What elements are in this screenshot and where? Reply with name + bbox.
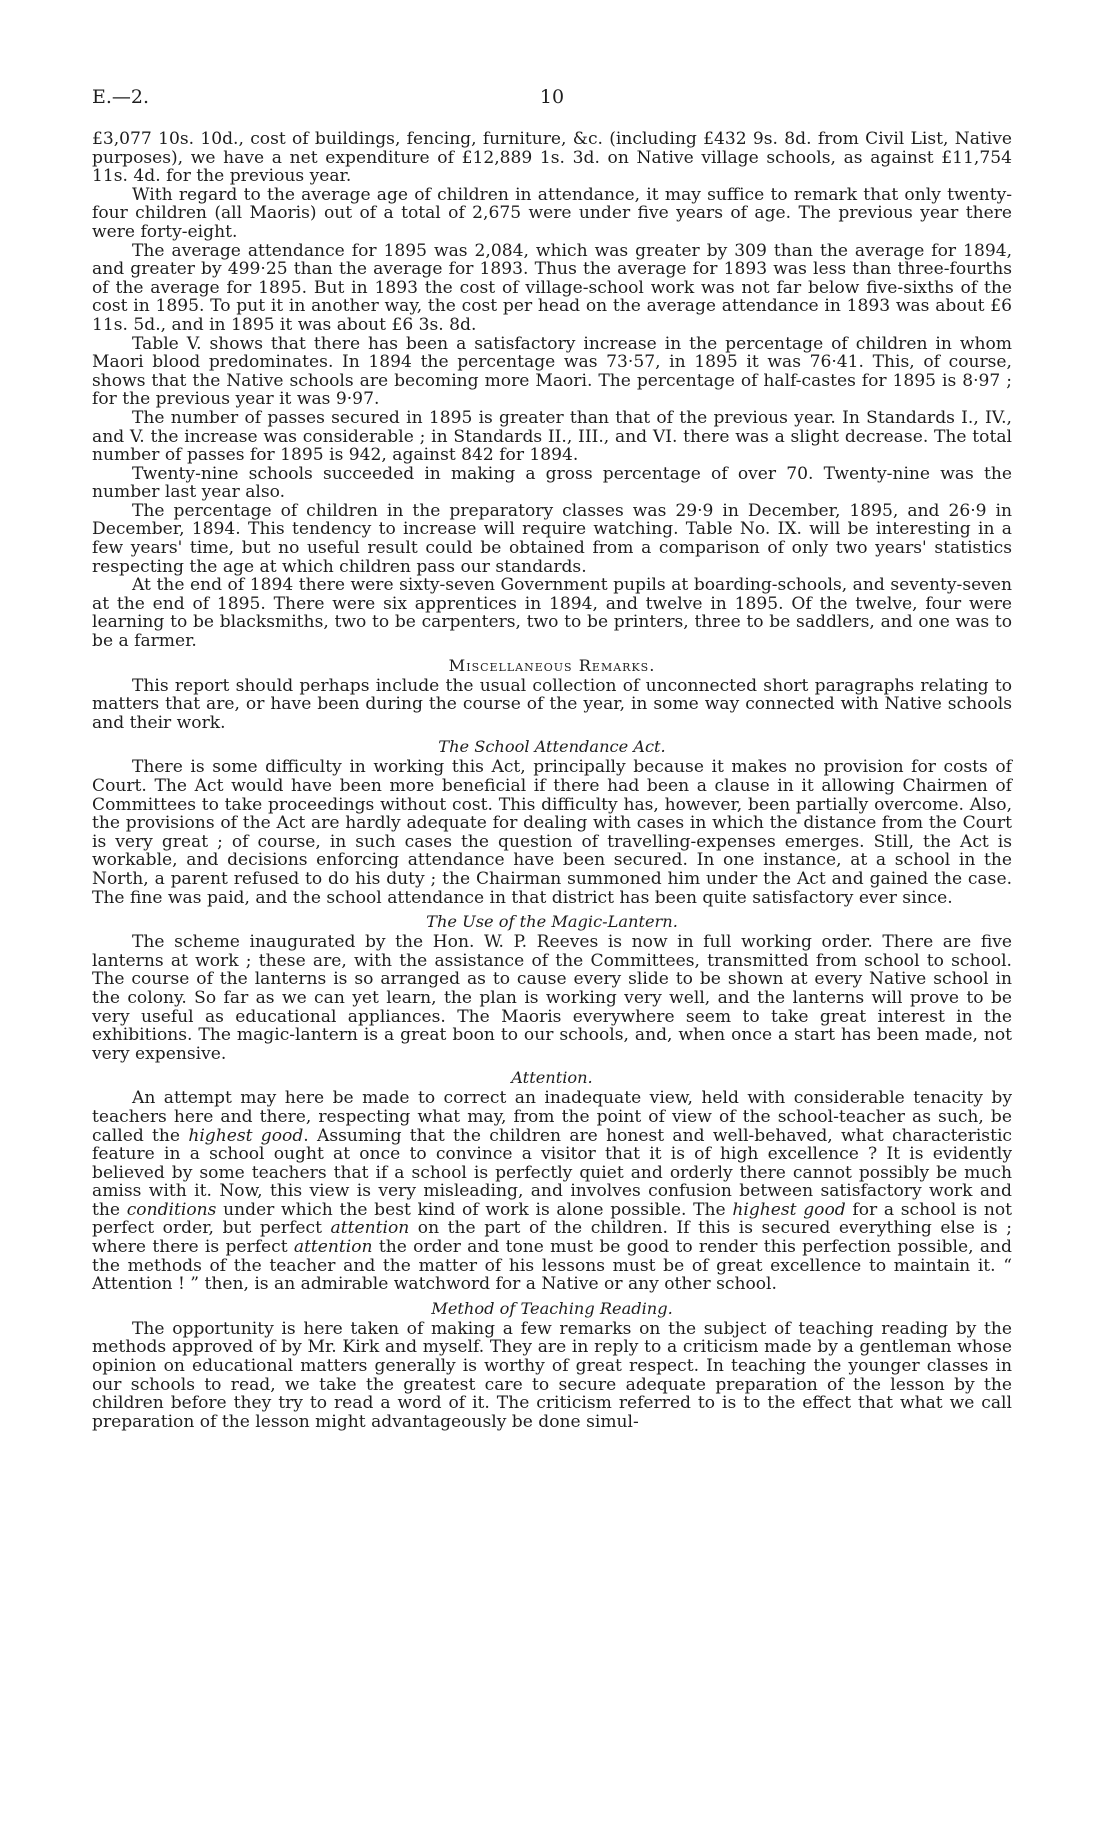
page-header [92,86,1012,116]
paragraph-attention [92,1089,1012,1294]
paragraph-school-attendance-act: There is some difficulty in working this Act, principally because it makes no provision for costs of Court. The Act would have been more beneficial if there had been a clause in it allowing Chairmen of Committees to take proceedings without cost. This difficulty has, however, been partially overcome. Also, the provisions of the Act are hardly adequate for dealing with cases in which the distance from the Court is very great ; of course, in such cases the question of travelling-expenses emerges. Still, the Act is workable, and decisions enforcing attendance have been secured. In one instance, at a school in the North, a parent refused to do his duty ; the Chairman summoned him under the Act and gained the case. The fine was paid, and the school attendance in that district has been quite satisfactory ever since. [92,757,1012,908]
heading-school-attendance-act: The School Attendance Act. [438,737,666,757]
emphasis-highest-good: highest good [732,1199,846,1220]
document-body [92,130,1012,1431]
paragraph-miscellaneous: This report should perhaps include the usual collection of unconnected short paragraphs relating to matters that are, or have been during the course of the year, in some way connected with Native schools and their work. [92,675,1012,733]
text-run: An attempt may here be made to correct an inadequate view, held with considerable tenacity by teachers here and there, respecting what may, from the point of view of the school-teacher as such, be called the [92,1088,1012,1146]
heading-teaching-reading: Method of Teaching Reading. [431,1298,673,1318]
text-run: . Assuming that the children are honest and well-behaved, what characteristic feature in a school ought at once to convince a visitor that it is of high excellence ? It is evidently believed by some teachers that if a school is perfectly quiet and orderly there cannot possibly be much amiss with it. Now, this view is very misleading, and involves confusion between satisfactory work and the [92,1125,1012,1220]
document-page [92,86,1012,1431]
text-run: under which the best kind of work is alone possible. The [216,1199,733,1220]
heading-miscellaneous-remarks: Miscellaneous Remarks. [448,655,656,675]
paragraph-average-age: With regard to the average age of children in attendance, it may suffice to remark that only twenty-four children (all Maoris) out of a total of 2,675 were under five years of age. The previous year there were forty-eight. [92,184,1012,242]
paragraph-passes: The number of passes secured in 1895 is greater than that of the previous year. In Standards I., IV., and V. the increase was considerable ; in Standards II., III., and VI. there was a slight decrease. The total number of passes for 1895 is 942, against 842 for 1894. [92,407,1012,466]
paragraph-preparatory-classes: The percentage of children in the preparatory classes was 29·9 in December, 1895, and 26·9 in December, 1894. This tendency to increase will require watching. Table No. IX. will be interesting in a few years' time, but no useful result could be obtained from a comparison of only two years' statistics respecting the age at which children pass our standards. [92,500,1012,577]
paragraph-maori-percentage: Table V. shows that there has been a satisfactory increase in the percentage of children in whom Maori blood predominates. In 1894 the percentage was 73·57, in 1895 it was 76·41. This, of course, shows that the Native schools are becoming more Maori. The percentage of half-castes for 1895 is 8·97 ; for the previous year it was 9·97. [92,333,1012,410]
emphasis-highest-good: highest good [188,1125,304,1146]
emphasis-attention: attention [293,1237,373,1258]
paragraph-magic-lantern: The scheme inaugurated by the Hon. W. P. Reeves is now in full working order. There are five lanterns at work ; these are, with the assistance of the Committees, transmitted from school to school. The course of the lanterns is so arranged as to cause every slide to be shown at every Native school in the colony. So far as we can yet learn, the plan is working very well, and the lanterns will prove to be very useful as educational appliances. The Maoris everywhere seem to take great interest in the exhibitions. The magic-lantern is a great boon to our schools, and, when once a start has been made, not very expensive. [92,932,1012,1064]
text-run: on the part of the children. If this is secured everything else is ; where there is perfect [92,1218,1012,1258]
paragraph-teaching-reading: The opportunity is here taken of making a few remarks on the subject of teaching reading by the methods approved of by Mr. Kirk and myself. They are in reply to a criticism made by a gentleman whose opinion on educational matters generally is worthy of great respect. In teaching the younger classes in our schools to read, we take the greatest care to secure adequate preparation of the lesson by the children before they try to read a word of it. The criticism referred to is to the effect that what we call preparation of the lesson might advantageously be done simul- [92,1318,1012,1432]
emphasis-conditions: conditions [126,1199,217,1220]
document-reference: E.—2. [92,86,150,108]
heading-attention: Attention. [511,1068,593,1088]
text-run: for a school is not perfect order, but perfect [92,1199,1012,1239]
paragraph-expenditure: £3,077 10s. 10d., cost of buildings, fencing, furniture, &c. (including £432 9s. 8d. from Civil List, Native purposes), we have a net expenditure of £12,889 1s. 3d. on Native village schools, as against £11,754 11s. 4d. for the previous year. [92,129,1012,187]
emphasis-attention: attention [330,1218,410,1239]
text-run: the order and tone must be good to render this perfection possible, and the methods of the teacher and the matter of his lessons must be of great excellence to maintain it. “ Attention ! ” then, is an admirable watchword for a Native or any other school. [92,1237,1012,1295]
paragraph-government-pupils: At the end of 1894 there were sixty-seven Government pupils at boarding-schools, and seventy-seven at the end of 1895. There were six apprentices in 1894, and twelve in 1895. Of the twelve, four were learning to be blacksmiths, two to be carpenters, two to be printers, three to be saddlers, and one was to be a farmer. [92,575,1012,652]
paragraph-average-attendance: The average attendance for 1895 was 2,084, which was greater by 309 than the average for 1894, and greater by 499·25 than the average for 1893. Thus the average for 1893 was less than three-fourths of the average for 1895. But in 1893 the cost of village-school work was not far below five-sixths of the cost in 1895. To put it in another way, the cost per head on the average attendance in 1893 was about £6 11s. 5d., and in 1895 it was about £6 3s. 8d. [92,240,1012,335]
page-number: 10 [539,86,565,108]
heading-magic-lantern: The Use of the Magic-Lantern. [426,912,678,932]
paragraph-gross-percentage: Twenty-nine schools succeeded in making a gross percentage of over 70. Twenty-nine was the number last year also. [92,463,1012,503]
